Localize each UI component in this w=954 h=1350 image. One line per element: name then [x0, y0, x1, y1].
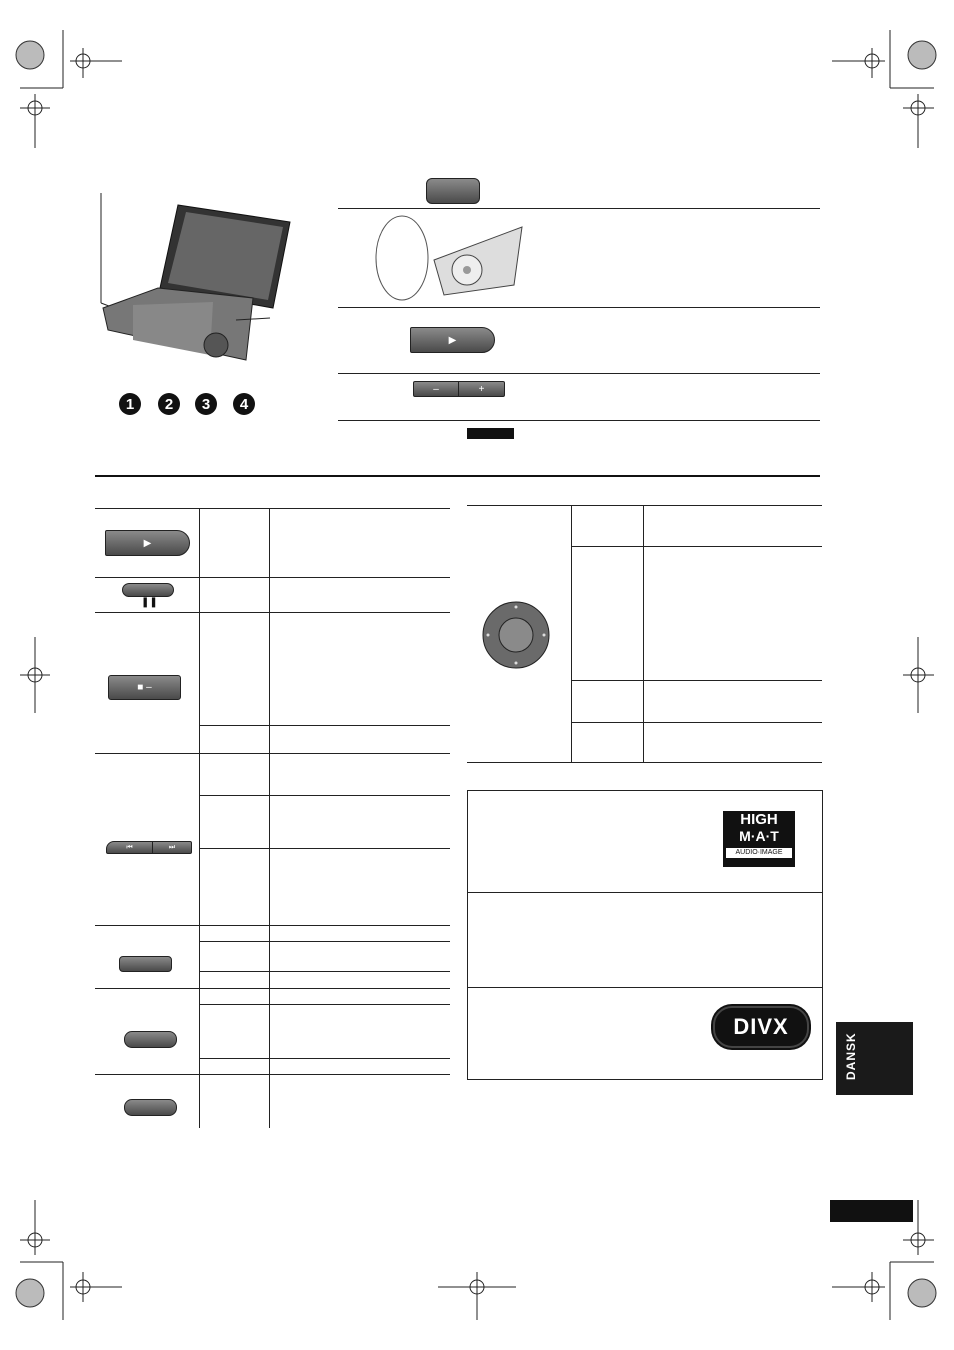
disc-insert-illustration: [372, 215, 532, 305]
joystick-icon[interactable]: [482, 601, 550, 669]
table-row-rule: [199, 795, 450, 796]
callout-3: 3: [195, 393, 217, 415]
open-button[interactable]: [426, 178, 480, 204]
table-button-a[interactable]: [119, 956, 172, 972]
table-column-rule: [643, 505, 644, 762]
skip-prev-icon: ⏮: [126, 843, 133, 851]
skip-next-button[interactable]: [152, 841, 192, 854]
stop-square-icon: ■ –: [137, 682, 152, 693]
play-triangle-icon: ▶: [143, 537, 152, 549]
skip-next-icon: ⏭: [168, 843, 176, 851]
table-rule: [467, 762, 822, 763]
table-row-rule: [95, 988, 450, 989]
table-stop-button[interactable]: [108, 675, 181, 700]
table-row-rule: [199, 941, 450, 942]
table-row-rule: [571, 722, 822, 723]
table-button-c[interactable]: [124, 1099, 177, 1116]
step-divider: [338, 420, 820, 421]
table-row-rule: [571, 680, 822, 681]
play-button[interactable]: [410, 327, 495, 353]
step-divider: [338, 373, 820, 374]
highmat-logo: HIGH M·A·T AUDIO·IMAGE: [723, 811, 795, 867]
table-row-rule: [199, 1004, 450, 1005]
callout-2: 2: [158, 393, 180, 415]
step-divider: [338, 307, 820, 308]
page-number-block: [830, 1200, 913, 1222]
step-divider: [338, 208, 820, 209]
player-illustration: [98, 190, 298, 390]
black-label-block: [467, 428, 514, 439]
table-play-button[interactable]: [105, 530, 190, 556]
table-row-rule: [95, 925, 450, 926]
table-row-rule: [199, 848, 450, 849]
table-row-rule: [95, 1074, 450, 1075]
pause-icon: ❚❚: [141, 597, 158, 608]
table-row-rule: [95, 577, 450, 578]
table-row-rule: [95, 612, 450, 613]
table-row-rule: [199, 1058, 450, 1059]
play-triangle-icon: ▶: [448, 334, 457, 346]
minus-icon: –: [433, 383, 439, 395]
table-button-b[interactable]: [124, 1031, 177, 1048]
info-box: [467, 891, 823, 988]
table-row-rule: [571, 546, 822, 547]
table-row-rule: [199, 725, 450, 726]
volume-minus-button[interactable]: [413, 381, 459, 397]
table-column-rule: [269, 508, 270, 1128]
divx-logo: DIVX: [713, 1006, 809, 1048]
table-rule: [95, 508, 450, 509]
callout-4: 4: [233, 393, 255, 415]
table-row-rule: [95, 753, 450, 754]
section-rule: [95, 475, 820, 477]
table-column-rule: [571, 505, 572, 762]
table-row-rule: [199, 971, 450, 972]
plus-icon: +: [478, 383, 485, 395]
table-rule: [467, 505, 822, 506]
skip-prev-button[interactable]: [106, 841, 153, 854]
language-tab: DANSK: [836, 1022, 913, 1095]
table-column-rule: [199, 508, 200, 1128]
table-pause-button[interactable]: [122, 583, 174, 597]
volume-plus-button[interactable]: [458, 381, 505, 397]
callout-1: 1: [119, 393, 141, 415]
